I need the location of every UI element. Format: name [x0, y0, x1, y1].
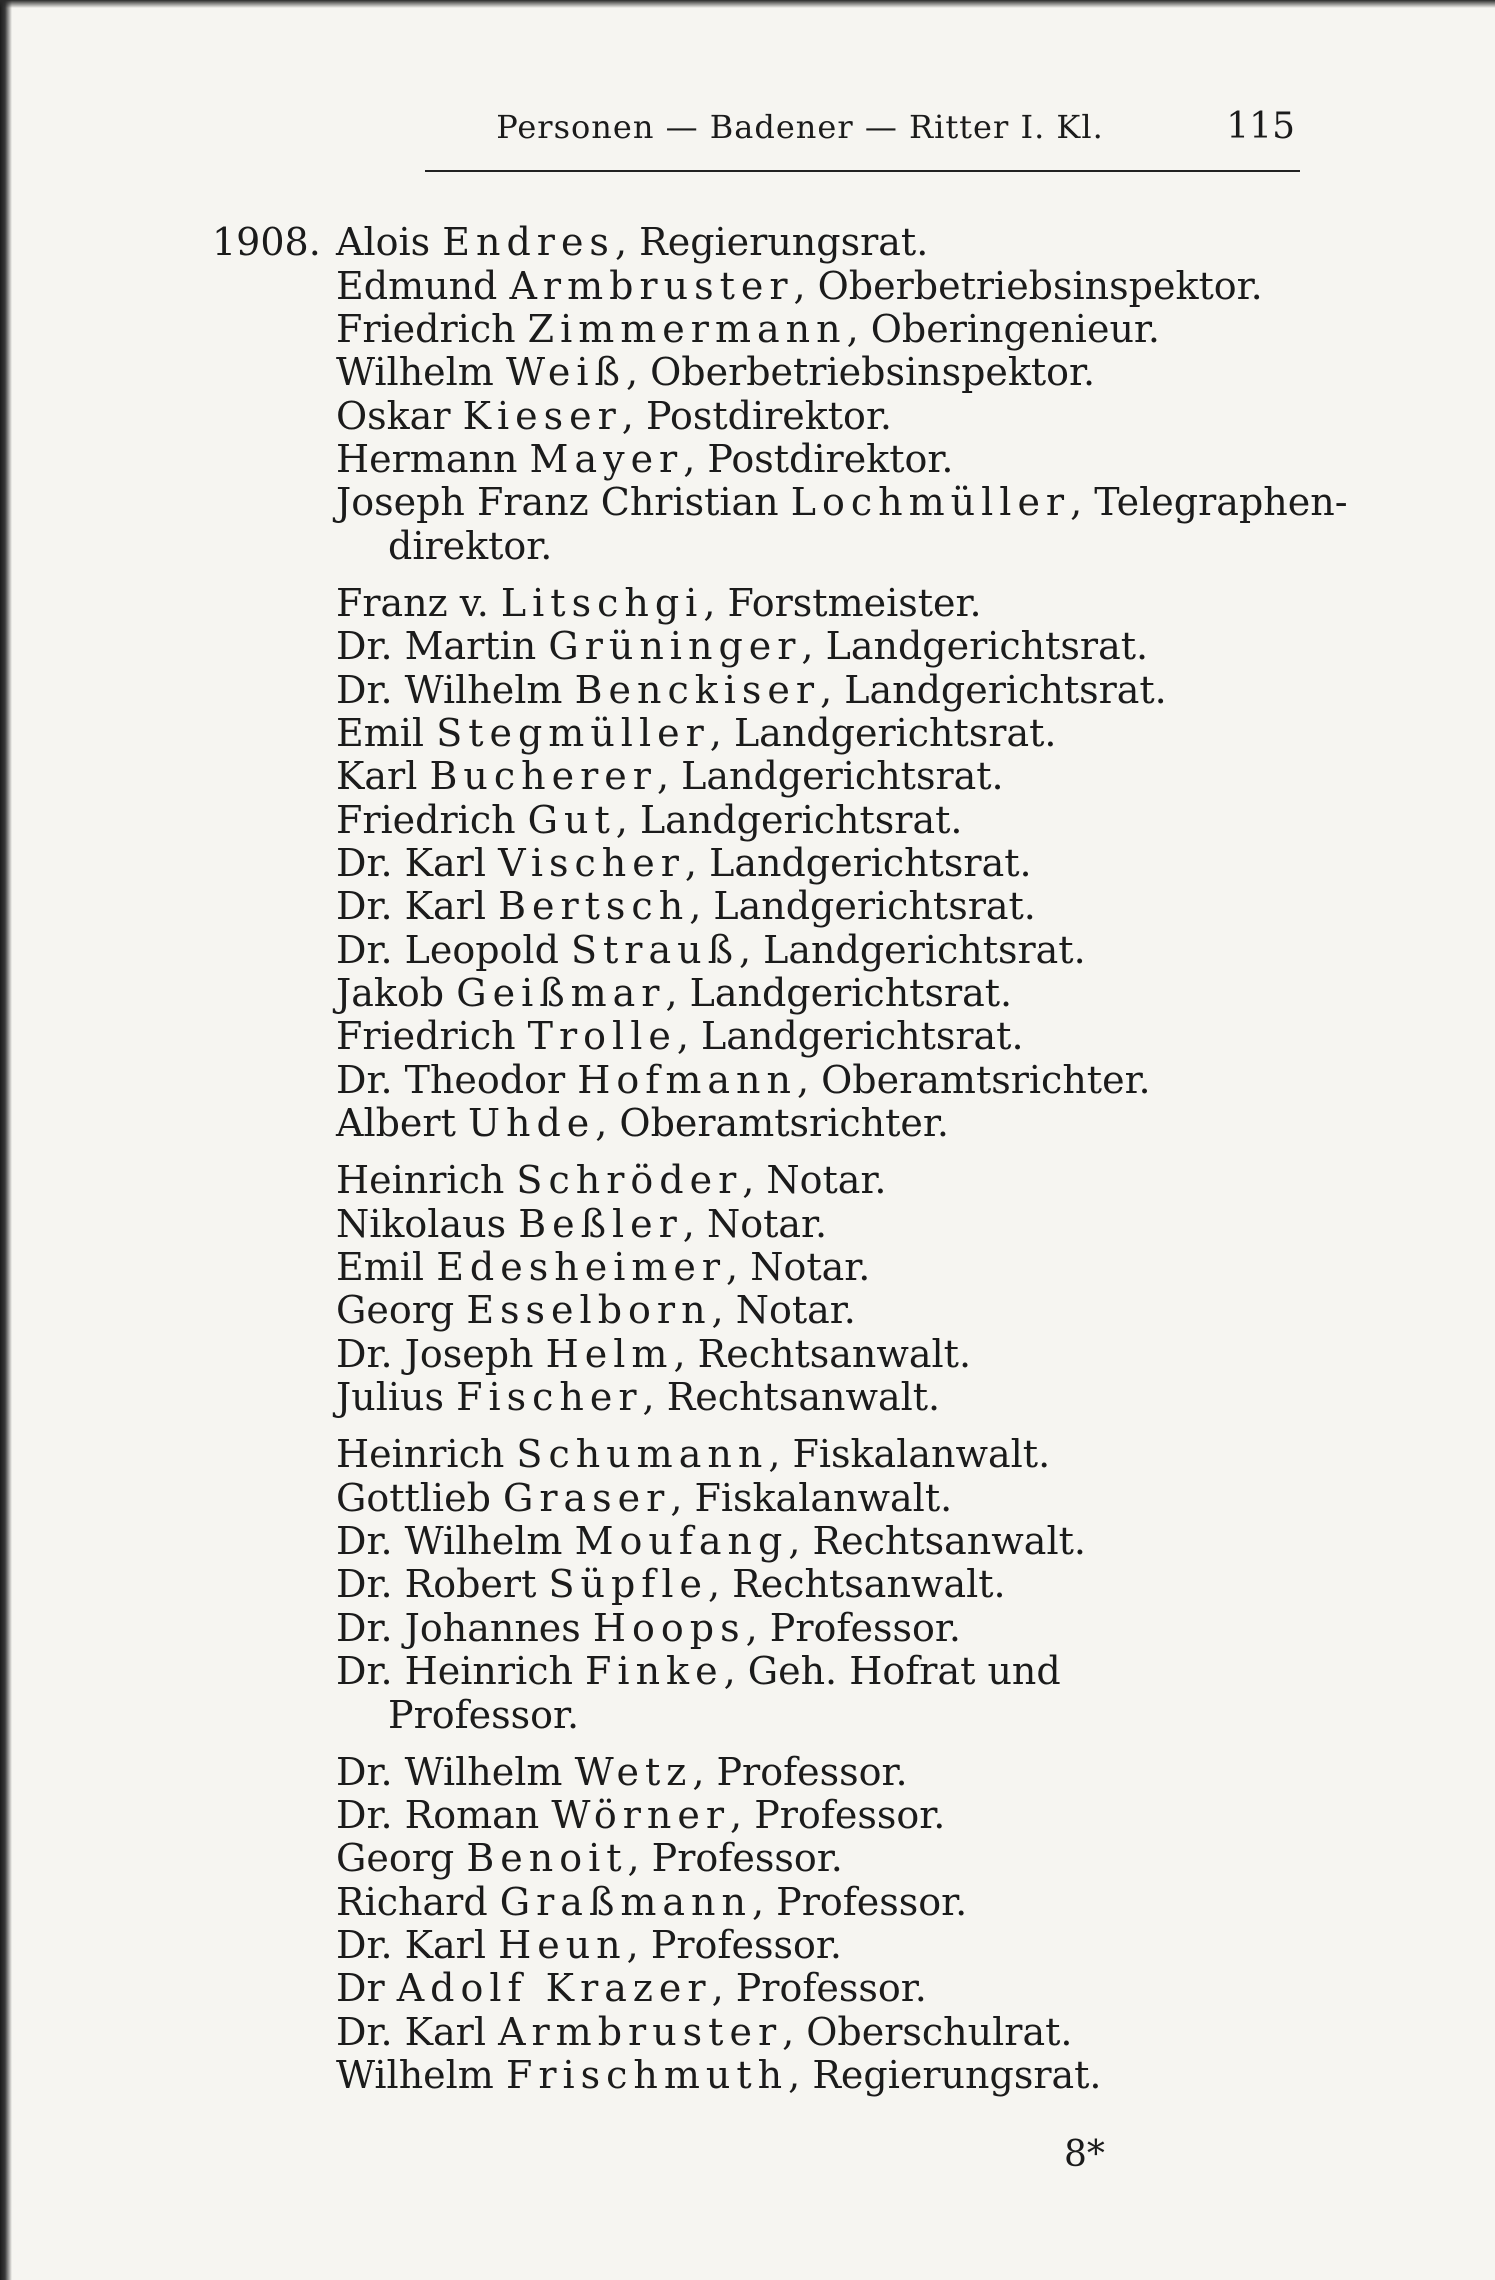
given-name: Wilhelm [336, 350, 494, 394]
list-item [336, 1432, 1050, 1476]
title-text: , Regierungsrat. [788, 2053, 1102, 2097]
list-item [336, 1562, 1006, 1606]
given-name: Julius [336, 1375, 444, 1419]
given-name: Joseph Franz Christian [336, 480, 779, 524]
surname: Strauß [571, 928, 739, 972]
list-item [336, 1288, 856, 1332]
title-text: , Landgerichtsrat. [820, 668, 1167, 712]
list-item-continuation [388, 1693, 579, 1737]
list-item [336, 884, 1036, 928]
surname: Bertsch [498, 884, 690, 928]
surname: Süpfle [548, 1562, 708, 1606]
surname: Adolf Krazer [396, 1966, 712, 2010]
title-text: , Oberbetriebsinspektor. [793, 264, 1263, 308]
title-text: , Landgerichtsrat. [684, 841, 1032, 885]
list-item [336, 1880, 967, 1924]
surname: Beßler [518, 1202, 683, 1246]
given-name: Dr. Joseph [336, 1332, 534, 1376]
given-name: Dr. Roman [336, 1793, 540, 1837]
title-text: Professor. [388, 1693, 580, 1737]
list-item [336, 220, 928, 264]
list-item [336, 1101, 949, 1145]
title-text: , Landgerichtsrat. [656, 754, 1004, 798]
list-item [336, 264, 1263, 308]
given-name: Alois [336, 220, 431, 264]
list-item [336, 624, 1148, 668]
given-name: Dr. Karl [336, 841, 486, 885]
list-item [336, 1245, 870, 1289]
title-text: , Oberamtsrichter. [595, 1101, 949, 1145]
list-item [336, 307, 1160, 351]
title-text: direktor. [388, 524, 553, 568]
surname: Moufang [574, 1519, 789, 1563]
title-text: , Rechtsanwalt. [673, 1332, 972, 1376]
list-item [336, 1649, 1061, 1693]
title-text: , Regierungsrat. [614, 220, 929, 264]
page-top-shadow [0, 0, 1495, 8]
title-text: , Fiskalanwalt. [670, 1476, 953, 1520]
given-name: Dr. Wilhelm [336, 668, 563, 712]
title-text: , Postdirektor. [683, 437, 954, 481]
surname: Armbruster [509, 264, 794, 308]
title-text: , Forstmeister. [703, 581, 982, 625]
surname: Esselborn [466, 1288, 712, 1332]
surname: Kieser [462, 394, 622, 438]
title-text: , Landgerichtsrat. [665, 971, 1013, 1015]
page-edge-shadow [0, 0, 12, 2280]
given-name: Richard [336, 1880, 488, 1924]
given-name: Dr. Karl [336, 884, 486, 928]
given-name: Emil [336, 711, 425, 755]
title-text: , Geh. Hofrat und [723, 1649, 1061, 1693]
surname: Benckiser [574, 668, 821, 712]
given-name: Karl [336, 754, 418, 798]
list-item-continuation [388, 524, 552, 568]
surname: Armbruster [498, 2010, 783, 2054]
given-name: Heinrich [336, 1158, 505, 1202]
surname: Wörner [551, 1793, 731, 1837]
title-text: , Fiskalanwalt. [768, 1432, 1051, 1476]
title-text: , Professor. [711, 1966, 927, 2010]
given-name: Albert [336, 1101, 456, 1145]
given-name: Dr [336, 1966, 385, 2010]
surname: Finke [585, 1649, 724, 1693]
list-item [336, 2010, 1072, 2054]
surname: Frischmuth [505, 2053, 789, 2097]
given-name: Dr. Leopold [336, 928, 559, 972]
list-item [336, 394, 892, 438]
given-name: Dr. Wilhelm [336, 1519, 563, 1563]
title-text: , Landgerichtsrat. [801, 624, 1149, 668]
surname: Gut [527, 798, 616, 842]
surname: Benoit [466, 1836, 628, 1880]
given-name: Oskar [336, 394, 451, 438]
surname: Heun [498, 1923, 627, 1967]
given-name: Hermann [336, 437, 518, 481]
list-item [336, 798, 962, 842]
list-item [336, 2053, 1102, 2097]
given-name: Dr. Robert [336, 1562, 537, 1606]
title-text: , Oberschulrat. [782, 2010, 1073, 2054]
list-item [336, 480, 1348, 524]
title-text: , Professor. [745, 1606, 961, 1650]
list-item [336, 1375, 940, 1419]
title-text: , Professor. [692, 1750, 908, 1794]
given-name: Friedrich [336, 1014, 516, 1058]
title-text: , Rechtsanwalt. [642, 1375, 941, 1419]
list-item [336, 711, 1056, 755]
page-number: 115 [1226, 106, 1295, 147]
list-item [336, 971, 1012, 1015]
list-item [336, 1923, 842, 1967]
surname: Schröder [516, 1158, 743, 1202]
given-name: Georg [336, 1288, 455, 1332]
list-item [336, 1476, 952, 1520]
list-item [336, 841, 1032, 885]
title-text: , Landgerichtsrat. [738, 928, 1086, 972]
title-text: , Landgerichtsrat. [709, 711, 1057, 755]
surname: Uhde [467, 1101, 596, 1145]
surname: Weiß [505, 350, 626, 394]
title-text: , Telegraphen- [1070, 480, 1348, 524]
given-name: Heinrich [336, 1432, 505, 1476]
given-name: Dr. Karl [336, 1923, 486, 1967]
year-label: 1908. [212, 220, 321, 264]
title-text: , Professor. [751, 1880, 968, 1924]
given-name: Dr. Martin [336, 624, 537, 668]
title-text: , Rechtsanwalt. [788, 1519, 1086, 1563]
list-item [336, 1332, 971, 1376]
list-item [336, 1058, 1151, 1102]
surname: Geißmar [456, 971, 666, 1015]
given-name: Friedrich [336, 307, 516, 351]
given-name: Nikolaus [336, 1202, 507, 1246]
given-name: Dr. Wilhelm [336, 1750, 563, 1794]
surname: Lochmüller [790, 480, 1071, 524]
title-text: , Professor. [627, 1836, 843, 1880]
list-item [336, 1519, 1086, 1563]
given-name: Gottlieb [336, 1476, 491, 1520]
title-text: , Landgerichtsrat. [615, 798, 963, 842]
list-item [336, 1158, 887, 1202]
surname: Schumann [516, 1432, 769, 1476]
title-text: , Notar. [742, 1158, 887, 1202]
surname: Fischer [456, 1375, 643, 1419]
title-text: , Landgerichtsrat. [676, 1014, 1024, 1058]
given-name: Dr. Karl [336, 2010, 486, 2054]
surname: Hofmann [577, 1058, 797, 1102]
title-text: , Notar. [682, 1202, 828, 1246]
list-item [336, 668, 1167, 712]
given-name: Franz v. [336, 581, 489, 625]
list-item [336, 1606, 961, 1650]
title-text: , Rechtsanwalt. [708, 1562, 1006, 1606]
given-name: Jakob [336, 971, 445, 1015]
list-item [336, 1966, 927, 2010]
given-name: Edmund [336, 264, 498, 308]
title-text: , Oberingenieur. [846, 307, 1160, 351]
list-item [336, 754, 1004, 798]
surname: Grüninger [548, 624, 802, 668]
signature-mark: 8* [1064, 2134, 1105, 2175]
list-item [336, 1014, 1024, 1058]
list-item [336, 928, 1086, 972]
surname: Trolle [527, 1014, 677, 1058]
title-text: , Landgerichtsrat. [689, 884, 1036, 928]
header-rule [425, 170, 1300, 172]
list-item [336, 437, 953, 481]
given-name: Wilhelm [336, 2053, 494, 2097]
list-item [336, 581, 982, 625]
surname: Wetz [574, 1750, 693, 1794]
given-name: Dr. Theodor [336, 1058, 566, 1102]
title-text: , Professor. [626, 1923, 842, 1967]
surname: Graßmann [499, 1880, 752, 1924]
surname: Stegmüller [436, 711, 710, 755]
given-name: Georg [336, 1836, 455, 1880]
running-header [0, 108, 1495, 158]
surname: Helm [545, 1332, 674, 1376]
title-text: , Notar. [711, 1288, 856, 1332]
surname: Bucherer [429, 754, 657, 798]
list-item [336, 1793, 945, 1837]
surname: Zimmermann [527, 307, 847, 351]
given-name: Emil [336, 1245, 425, 1289]
list-item [336, 1750, 908, 1794]
surname: Edesheimer [436, 1245, 727, 1289]
given-name: Dr. Johannes [336, 1606, 581, 1650]
given-name: Dr. Heinrich [336, 1649, 573, 1693]
title-text: , Professor. [730, 1793, 946, 1837]
surname: Vischer [498, 841, 685, 885]
list-item [336, 350, 1095, 394]
surname: Mayer [529, 437, 684, 481]
title-text: , Notar. [726, 1245, 871, 1289]
list-item [336, 1836, 843, 1880]
surname: Graser [503, 1476, 671, 1520]
title-text: , Oberbetriebsinspektor. [625, 350, 1096, 394]
surname: Litschgi [500, 581, 704, 625]
surname: Hoops [592, 1606, 746, 1650]
title-text: , Postdirektor. [621, 394, 893, 438]
given-name: Friedrich [336, 798, 516, 842]
surname: Endres [442, 220, 615, 264]
list-item [336, 1202, 827, 1246]
running-title: Personen — Badener — Ritter I. Kl. [496, 108, 1104, 146]
title-text: , Oberamtsrichter. [796, 1058, 1151, 1102]
